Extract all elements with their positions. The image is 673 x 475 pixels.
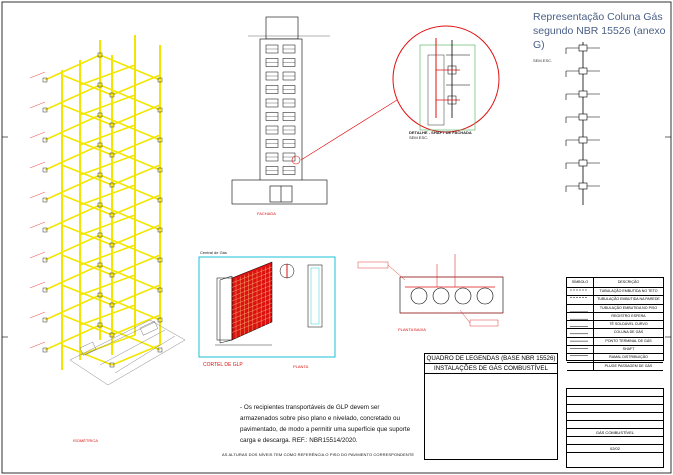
isometric-gas-riser (30, 35, 162, 370)
symbol-col-header: SÍMBOLO (567, 278, 594, 287)
symbol-description: TUBULAÇÃO EMBUTIDA NA PAREDE (597, 297, 660, 302)
legend-title: QUADRO DE LEGENDAS (BASE NBR 15526) (426, 355, 556, 362)
title-line-2: segundo NBR 15526 (anexo G) (533, 25, 666, 51)
title-block (566, 388, 664, 468)
symbol-description: RAMAL DISTRIBUIÇÃO (609, 355, 648, 360)
symbol-row (567, 363, 663, 371)
symbol-row (567, 346, 663, 354)
planta-baixa-label: PLANTA BAIXA (398, 327, 426, 332)
symbol-description: SHAFT (622, 347, 635, 352)
drawing-title (533, 10, 673, 68)
symbol-table-header (567, 278, 663, 288)
gas-center-detail (199, 257, 335, 357)
symbol-row (567, 296, 663, 304)
facade-label: FACHADA (257, 211, 276, 216)
title-block-sheet: 02/02 (567, 445, 663, 453)
title-scale: SEM ESC. (533, 58, 553, 63)
title-block-system: GÁS COMBUSTÍVEL (567, 429, 663, 437)
description-col-header: DESCRIÇÃO (617, 280, 640, 284)
symbol-description: PLUGE PASSAGEM DE GÁS (604, 363, 653, 368)
symbol-description: PONTO TERMINAL DE GÁS (605, 338, 652, 343)
legend-panel (424, 353, 558, 460)
isometric-label: ISOMÉTRICA (73, 438, 98, 443)
symbol-description: REGISTRO ESFERA (611, 313, 646, 318)
legend-subtitle: INSTALAÇÕES DE GÁS COMBUSTÍVEL (425, 364, 557, 374)
symbol-row (567, 329, 663, 337)
shaft-detail-circle (292, 26, 499, 164)
building-facade (232, 17, 330, 204)
glp-storage-note: - Os recipientes transportáveis de GLP devem ser armazenados sobre piso plano e nivelado, concretado ou pavimentado, de modo a permitir uma superfície que suporte carga e descarga. REF.: NBR15514/2020. (240, 404, 411, 444)
cortel-label: CORTEL DE GLP (203, 362, 243, 368)
symbol-row (567, 321, 663, 329)
symbol-row (567, 288, 663, 296)
detail-label: DETALHE - SHAFT DE FACHADA (409, 130, 472, 135)
symbol-row (567, 338, 663, 346)
title-line-1: Representação Coluna Gás (533, 11, 663, 23)
symbol-row (567, 354, 663, 362)
symbol-description: TUBULAÇÃO EMBUTIDA NO TETO (599, 289, 658, 293)
symbol-description: TÊ SOLDÁVEL CURVO (609, 322, 648, 327)
plan-cylinder-layout (358, 254, 503, 326)
symbol-row (567, 305, 663, 313)
level-reference-footer: AS ALTURAS DOS NÍVEIS TEM COMO REFERÊNCIA O PISO DO PAVIMENTO CORRESPONDENTE (222, 452, 415, 457)
gas-center-label: Central de Gás (200, 250, 227, 255)
symbol-description: COLUNA DE GÁS (613, 330, 644, 335)
planta-label: PLANTA (293, 364, 309, 369)
symbol-row (567, 313, 663, 321)
symbol-description: TUBULAÇÃO EMBUTIDA NO PISO (599, 305, 658, 310)
detail-scale: SEM ESC. (409, 135, 429, 140)
symbol-table (566, 277, 664, 368)
